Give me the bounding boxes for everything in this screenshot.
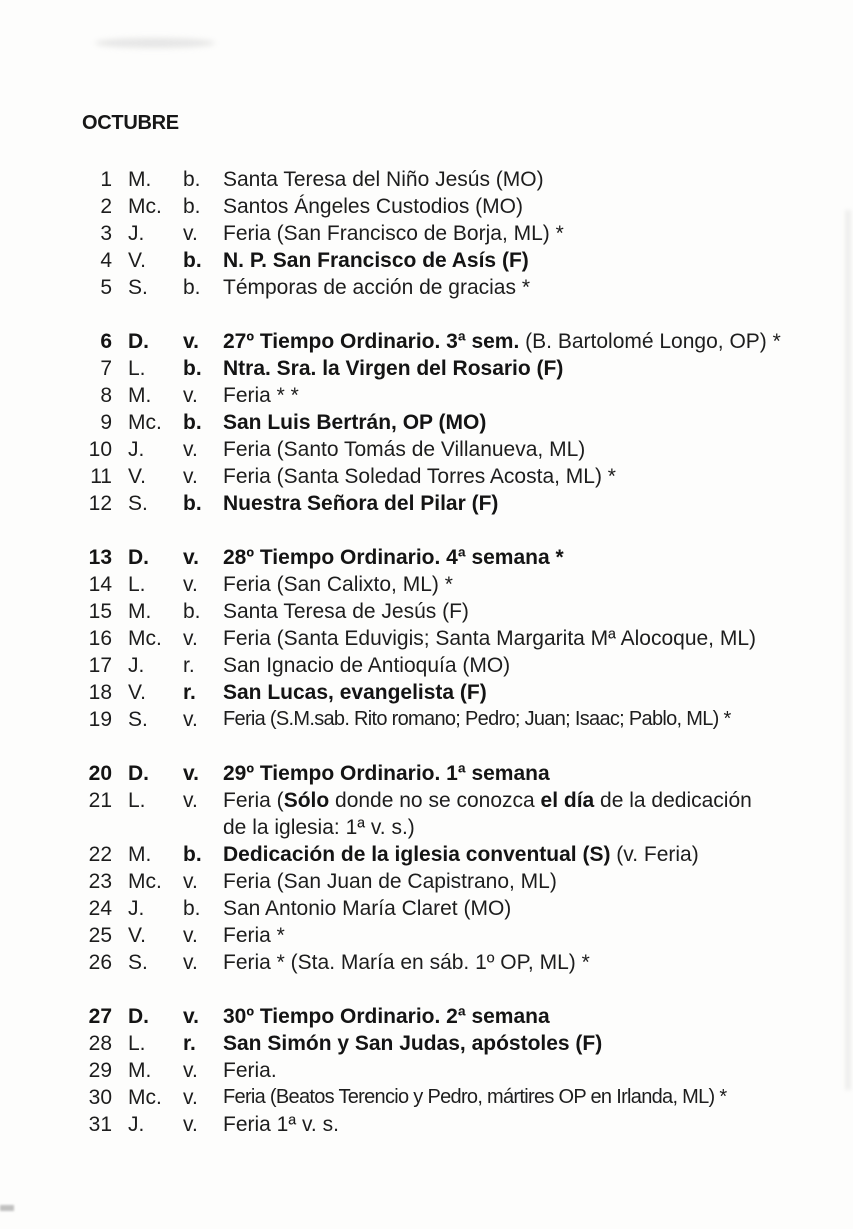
color-abbr: b.: [183, 411, 202, 434]
color-abbr: r.: [183, 681, 196, 704]
color-abbr: v.: [183, 1059, 198, 1082]
calendar-row: [82, 868, 853, 895]
calendar-row: [82, 247, 853, 274]
day-number: 20: [88, 762, 112, 785]
celebration-segment: Feria (: [223, 789, 284, 812]
calendar-row: [82, 382, 853, 409]
day-number: 10: [88, 438, 112, 461]
color-abbr: v.: [183, 438, 198, 461]
weekday-abbr: D.: [128, 546, 149, 569]
celebration-text: [223, 328, 823, 355]
celebration-text: [223, 220, 823, 247]
day-number: 12: [88, 492, 112, 515]
celebration-segment: Feria (San Francisco de Borja, ML) *: [223, 222, 564, 245]
celebration-segment: Feria *: [223, 924, 285, 947]
color-abbr: r.: [183, 1032, 196, 1055]
weekday-abbr: J.: [128, 222, 145, 245]
color-abbr: b.: [183, 492, 202, 515]
celebration-segment: (B. Bartolomé Longo, OP) *: [519, 330, 781, 353]
calendar-week-group: [82, 544, 853, 733]
weekday-abbr: S.: [128, 951, 148, 974]
celebration-segment: Feria (Santa Eduvigis; Santa Margarita Mª Alocoque, ML): [223, 627, 757, 650]
celebration-text: [223, 247, 823, 274]
celebration-text: [223, 706, 823, 733]
scan-artifact: [0, 1205, 14, 1211]
weekday-abbr: L.: [128, 789, 146, 812]
color-abbr: v.: [183, 951, 198, 974]
celebration-segment: Feria * (Sta. María en sáb. 1º OP, ML) *: [223, 951, 590, 974]
celebration-text: [223, 355, 823, 382]
weekday-abbr: M.: [128, 843, 152, 866]
color-abbr: b.: [183, 357, 202, 380]
color-abbr: v.: [183, 1005, 199, 1028]
color-abbr: v.: [183, 762, 199, 785]
celebration-segment: Feria (Beatos Terencio y Pedro, mártires OP en Irlanda, ML) *: [223, 1086, 727, 1108]
celebration-text: [223, 679, 823, 706]
celebration-text: [223, 1084, 823, 1111]
calendar-row: [82, 760, 853, 787]
day-number: 2: [100, 195, 112, 218]
weekday-abbr: M.: [128, 384, 152, 407]
calendar-row: [82, 1030, 853, 1057]
calendar-row: [82, 274, 853, 301]
day-number: 30: [88, 1086, 112, 1109]
day-number: 21: [88, 789, 112, 812]
day-number: 26: [88, 951, 112, 974]
day-number: 15: [88, 600, 112, 623]
calendar-row: [82, 652, 853, 679]
weekday-abbr: J.: [128, 438, 145, 461]
celebration-segment: Santa Teresa de Jesús (F): [223, 600, 469, 623]
color-abbr: v.: [183, 384, 198, 407]
day-number: 16: [88, 627, 112, 650]
celebration-text: [223, 1003, 823, 1030]
calendar-row: [82, 1084, 853, 1111]
day-number: 23: [88, 870, 112, 893]
celebration-segment: 30º Tiempo Ordinario. 2ª semana: [223, 1005, 550, 1028]
celebration-text: [223, 490, 823, 517]
celebration-text: [223, 463, 823, 490]
day-number: 27: [88, 1005, 112, 1028]
calendar-row: [82, 841, 853, 868]
color-abbr: v.: [183, 1113, 198, 1136]
celebration-segment: Ntra. Sra. la Virgen del Rosario (F): [223, 357, 564, 380]
color-abbr: v.: [183, 465, 198, 488]
weekday-abbr: D.: [128, 762, 149, 785]
month-title: OCTUBRE: [82, 112, 179, 134]
calendar-row: [82, 598, 853, 625]
day-number: 28: [88, 1032, 112, 1055]
weekday-abbr: D.: [128, 330, 149, 353]
day-number: 29: [88, 1059, 112, 1082]
celebration-text: [223, 841, 823, 868]
celebration-segment: Feria (San Calixto, ML) *: [223, 573, 453, 596]
weekday-abbr: Mc.: [128, 627, 162, 650]
weekday-abbr: Mc.: [128, 411, 162, 434]
color-abbr: b.: [183, 897, 201, 920]
celebration-segment: (v. Feria): [610, 843, 699, 866]
day-number: 19: [88, 708, 112, 731]
color-abbr: b.: [183, 843, 202, 866]
weekday-abbr: L.: [128, 573, 146, 596]
calendar-row: [82, 193, 853, 220]
calendar-week-group: [82, 1003, 853, 1138]
celebration-segment: el día: [540, 789, 595, 812]
calendar-row: [82, 679, 853, 706]
celebration-text: [223, 949, 823, 976]
celebration-segment: Témporas de acción de gracias *: [223, 276, 530, 299]
calendar-week-group: [82, 760, 853, 976]
color-abbr: b.: [183, 195, 201, 218]
celebration-segment: San Luis Bertrán, OP (MO): [223, 411, 487, 434]
celebration-text: [223, 922, 823, 949]
scan-artifact: [95, 38, 215, 48]
celebration-text: [223, 382, 823, 409]
celebration-text: [223, 436, 823, 463]
color-abbr: v.: [183, 546, 199, 569]
color-abbr: v.: [183, 924, 198, 947]
weekday-abbr: S.: [128, 708, 148, 731]
day-number: 25: [88, 924, 112, 947]
day-number: 22: [88, 843, 112, 866]
calendar-row: [82, 571, 853, 598]
calendar-week-group: [82, 328, 853, 517]
color-abbr: r.: [183, 654, 195, 677]
day-number: 1: [100, 168, 112, 191]
celebration-text: [223, 1057, 823, 1084]
weekday-abbr: S.: [128, 276, 148, 299]
celebration-text: [223, 571, 823, 598]
calendar-row: [82, 490, 853, 517]
celebration-segment: Santa Teresa del Niño Jesús (MO): [223, 168, 544, 191]
celebration-segment: N. P. San Francisco de Asís (F): [223, 249, 529, 272]
calendar-list: [0, 166, 853, 1138]
celebration-text: [223, 895, 823, 922]
weekday-abbr: V.: [128, 249, 146, 272]
weekday-abbr: S.: [128, 492, 148, 515]
calendar-row: [82, 409, 853, 436]
day-number: 5: [100, 276, 112, 299]
celebration-text: [223, 787, 823, 841]
color-abbr: v.: [183, 1086, 198, 1109]
celebration-segment: Dedicación de la iglesia conventual (S): [223, 843, 611, 866]
weekday-abbr: L.: [128, 357, 146, 380]
weekday-abbr: J.: [128, 654, 145, 677]
color-abbr: v.: [183, 708, 198, 731]
day-number: 6: [100, 330, 112, 353]
day-number: 11: [90, 465, 112, 488]
celebration-segment: San Ignacio de Antioquía (MO): [223, 654, 511, 677]
celebration-segment: 27º Tiempo Ordinario. 3ª sem.: [223, 330, 520, 353]
color-abbr: v.: [183, 627, 198, 650]
calendar-row: [82, 1057, 853, 1084]
calendar-row: [82, 544, 853, 571]
celebration-segment: donde no se conozca: [329, 789, 541, 812]
calendar-row: [82, 895, 853, 922]
weekday-abbr: M.: [128, 600, 152, 623]
day-number: 24: [88, 897, 112, 920]
celebration-segment: Santos Ángeles Custodios (MO): [223, 195, 523, 218]
celebration-text: [223, 193, 823, 220]
color-abbr: b.: [183, 249, 202, 272]
color-abbr: b.: [183, 168, 201, 191]
celebration-segment: 29º Tiempo Ordinario. 1ª semana: [223, 762, 550, 785]
celebration-text: [223, 166, 823, 193]
weekday-abbr: Mc.: [128, 195, 162, 218]
celebration-segment: San Simón y San Judas, apóstoles (F): [223, 1032, 603, 1055]
day-number: 13: [88, 546, 112, 569]
celebration-text: [223, 598, 823, 625]
weekday-abbr: Mc.: [128, 1086, 162, 1109]
calendar-row: [82, 922, 853, 949]
color-abbr: b.: [183, 600, 201, 623]
color-abbr: v.: [183, 222, 198, 245]
celebration-segment: Feria.: [223, 1059, 277, 1082]
celebration-text: [223, 652, 823, 679]
calendar-row: [82, 463, 853, 490]
celebration-text: [223, 1111, 823, 1138]
celebration-segment: de la iglesia: 1ª v. s.): [223, 816, 415, 839]
day-number: 17: [88, 654, 112, 677]
celebration-segment: Sólo: [283, 789, 330, 812]
weekday-abbr: L.: [128, 1032, 146, 1055]
calendar-row: [82, 949, 853, 976]
celebration-text: [223, 1030, 823, 1057]
celebration-text: [223, 409, 823, 436]
weekday-abbr: M.: [128, 1059, 152, 1082]
weekday-abbr: J.: [128, 1113, 145, 1136]
color-abbr: v.: [183, 330, 199, 353]
calendar-row: [82, 1003, 853, 1030]
calendar-row: [82, 1111, 853, 1138]
weekday-abbr: J.: [128, 897, 145, 920]
calendar-row: [82, 436, 853, 463]
celebration-text: [223, 625, 823, 652]
calendar-row: [82, 787, 853, 841]
celebration-segment: San Antonio María Claret (MO): [223, 897, 512, 920]
weekday-abbr: V.: [128, 465, 146, 488]
day-number: 7: [100, 357, 112, 380]
day-number: 9: [100, 411, 112, 434]
day-number: 31: [88, 1113, 112, 1136]
celebration-segment: de la dedicación: [594, 789, 752, 812]
celebration-segment: San Lucas, evangelista (F): [223, 681, 487, 704]
weekday-abbr: M.: [128, 168, 152, 191]
day-number: 8: [100, 384, 112, 407]
celebration-segment: Feria * *: [223, 384, 299, 407]
day-number: 14: [88, 573, 112, 596]
celebration-text: [223, 544, 823, 571]
calendar-row: [82, 220, 853, 247]
weekday-abbr: D.: [128, 1005, 149, 1028]
calendar-row: [82, 328, 853, 355]
celebration-segment: Feria (Santa Soledad Torres Acosta, ML) *: [223, 465, 616, 488]
color-abbr: b.: [183, 276, 201, 299]
weekday-abbr: Mc.: [128, 870, 162, 893]
weekday-abbr: V.: [128, 681, 146, 704]
calendar-week-group: [82, 166, 853, 301]
celebration-text: [223, 760, 823, 787]
celebration-segment: 28º Tiempo Ordinario. 4ª semana *: [223, 546, 564, 569]
day-number: 18: [88, 681, 112, 704]
calendar-row: [82, 355, 853, 382]
day-number: 4: [100, 249, 112, 272]
celebration-text: [223, 868, 823, 895]
celebration-text: [223, 274, 823, 301]
celebration-segment: Feria (San Juan de Capistrano, ML): [223, 870, 557, 893]
color-abbr: v.: [183, 573, 198, 596]
calendar-row: [82, 166, 853, 193]
weekday-abbr: V.: [128, 924, 146, 947]
celebration-segment: Feria 1ª v. s.: [223, 1113, 339, 1136]
celebration-segment: Feria (Santo Tomás de Villanueva, ML): [223, 438, 586, 461]
color-abbr: v.: [183, 789, 198, 812]
celebration-segment: Nuestra Señora del Pilar (F): [223, 492, 499, 515]
calendar-row: [82, 625, 853, 652]
color-abbr: v.: [183, 870, 198, 893]
day-number: 3: [100, 222, 112, 245]
celebration-segment: Feria (S.M.sab. Rito romano; Pedro; Juan; Isaac; Pablo, ML) *: [223, 708, 731, 730]
calendar-row: [82, 706, 853, 733]
